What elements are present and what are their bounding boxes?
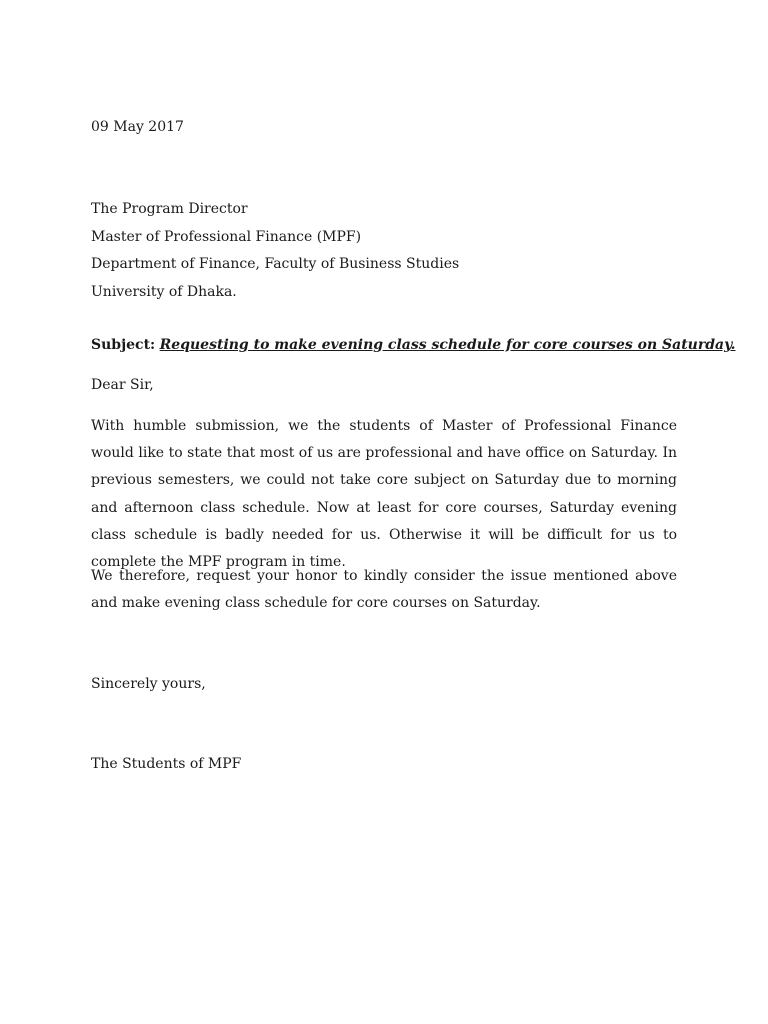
body-paragraph: We therefore, request your honor to kindly consider the issue mentioned above and make evening class schedule for core courses on Saturday. bbox=[91, 568, 677, 612]
recipient-line: University of Dhaka. bbox=[91, 283, 237, 300]
body-paragraph: With humble submission, we the students of Master of Professional Finance would like to state that most of us are professional and have office on Saturday. In previous semesters, we could not take core subject on Saturday due to morning and afternoon class schedule. Now at least for core courses, Saturday evening class schedule is badly needed for us. Otherwise it will be difficult for us to complete the MPF program in time. bbox=[91, 418, 677, 571]
recipient-address bbox=[91, 200, 459, 310]
recipient-line: The Program Director bbox=[91, 201, 248, 217]
letter-date: 09 May 2017 bbox=[91, 119, 184, 135]
greeting: Dear Sir, bbox=[91, 377, 154, 393]
recipient-line: Department of Finance, Faculty of Business Studies bbox=[91, 256, 460, 272]
closing: Sincerely yours, bbox=[91, 676, 206, 692]
recipient-line: Master of Professional Finance (MPF) bbox=[91, 228, 362, 245]
subject-text: Requesting to make evening class schedule for core courses on Saturday. bbox=[159, 337, 736, 353]
subject-line bbox=[91, 336, 736, 354]
signature: The Students of MPF bbox=[91, 756, 242, 772]
subject-label: Subject: bbox=[91, 337, 156, 353]
